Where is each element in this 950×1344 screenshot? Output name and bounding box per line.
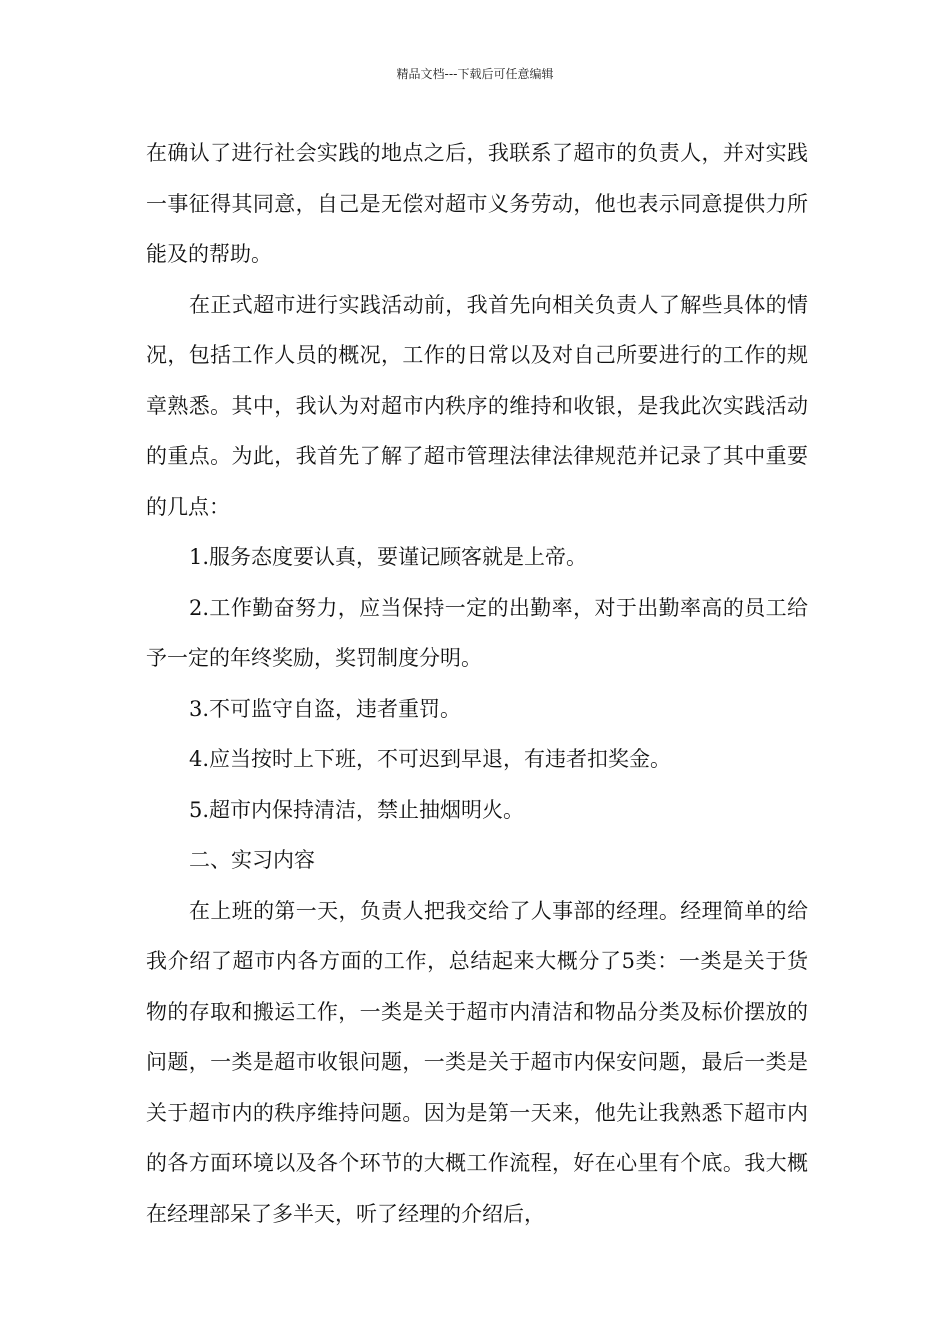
document-body (146, 128, 808, 1239)
section-heading: 二、实习内容 (189, 848, 315, 872)
paragraph-3: 在上班的第一天，负责人把我交给了人事部的经理。经理简单的给我介绍了超市内各方面的工作，总结起来大概分了5类：一类是关于货物的存取和搬运工作，一类是关于超市内清洁和物品分类及标价摆放的问题，一类是超市收银问题，一类是关于超市内保安问题，最后一类是关于超市内的秩序维持问题。因为是第一天来，他先让我熟悉下超市内的各方面环境以及各个环节的大概工作流程，好在心里有个底。我大概在经理部呆了多半天，听了经理的介绍后， (146, 898, 808, 1226)
rule-item-2: 2.工作勤奋努力，应当保持一定的出勤率，对于出勤率高的员工给予一定的年终奖励，奖罚制度分明。 (146, 595, 808, 670)
paragraph-1: 在确认了进行社会实践的地点之后，我联系了超市的负责人，并对实践一事征得其同意，自己是无偿对超市义务劳动，他也表示同意提供力所能及的帮助。 (146, 141, 808, 266)
rule-item-1: 1.服务态度要认真，要谨记顾客就是上帝。 (189, 545, 588, 569)
rule-item-5: 5.超市内保持清洁，禁止抽烟明火。 (189, 797, 525, 822)
page-header: 精品文档---下载后可任意编辑 (396, 67, 554, 81)
rule-item-4: 4.应当按时上下班，不可迟到早退，有违者扣奖金。 (189, 747, 672, 771)
rule-item-3: 3.不可监守自盗，违者重罚。 (189, 696, 462, 721)
paragraph-2: 在正式超市进行实践活动前，我首先向相关负责人了解些具体的情况，包括工作人员的概况，工作的日常以及对自己所要进行的工作的规章熟悉。其中，我认为对超市内秩序的维持和收银，是我此次实践活动的重点。为此，我首先了解了超市管理法律法律规范并记录了其中重要的几点： (146, 292, 808, 519)
